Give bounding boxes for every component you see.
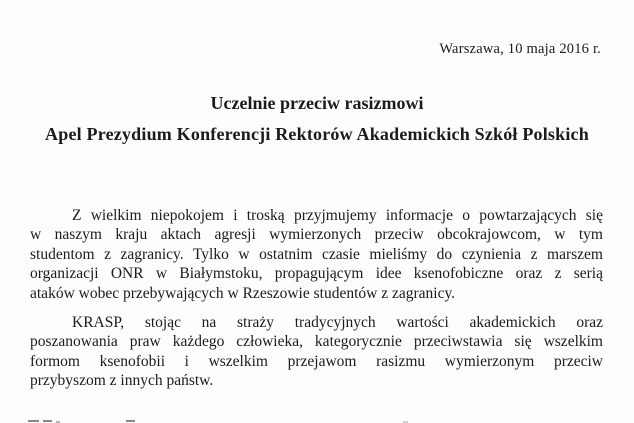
text-line: w naszym kraju aktach agresji wymierzonych przeciw obcokrajowcom, w tym [30, 226, 603, 244]
clipped-text-remnant [43, 420, 52, 422]
text-line: ataków wobec przebywających w Rzeszowie studentów z zagranicy. [30, 284, 456, 302]
text-line: organizacji ONR w Białymstoku, propagującym idee ksenofobiczne oraz z serią [30, 265, 603, 283]
text-line: formom ksenofobii i wszelkim przejawom rasizmu wymierzonym przeciw [30, 352, 603, 370]
text-line: KRASP, stojąc na straży tradycyjnych wartości akademickich oraz [72, 314, 603, 332]
paragraph-2 [30, 313, 603, 391]
document-subtitle: Apel Prezydium Konferencji Rektorów Akademickich Szkół Polskich [45, 124, 589, 144]
title-block [0, 92, 634, 145]
text-line: Z wielkim niepokojem i troską przyjmujemy informacje o powtarzających się [72, 207, 603, 224]
text-line: przybyszom z innych państw. [30, 372, 214, 390]
text-line: poszanowania praw każdego człowieka, kategorycznie przeciwstawia się wszelkim [30, 333, 603, 351]
clipped-text-remnant [126, 420, 135, 422]
paragraph-1 [30, 206, 603, 303]
clipped-text-remnant [28, 420, 39, 422]
document-body [30, 206, 603, 391]
text-line: studentom z zagranicy. Tylko w ostatnim czasie mieliśmy do czynienia z marszem [30, 245, 603, 263]
date-line: Warszawa, 10 maja 2016 r. [439, 41, 601, 57]
document-title: Uczelnie przeciw rasizmowi [210, 93, 424, 113]
